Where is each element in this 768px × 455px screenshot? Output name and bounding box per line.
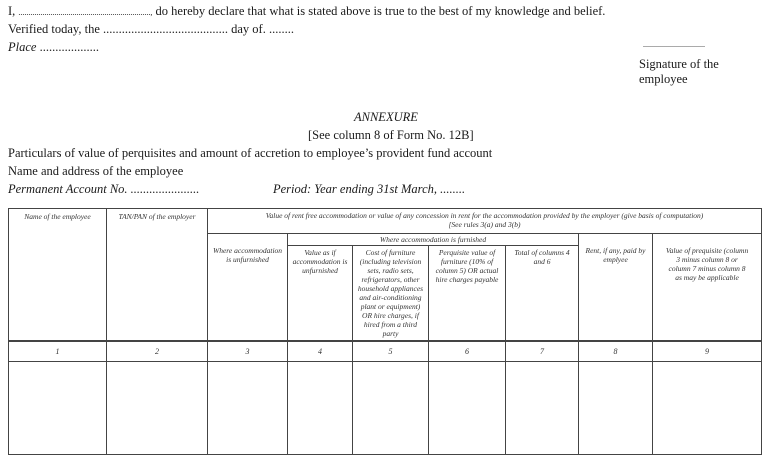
header-col5: Cost of furniture (including television sets, radio sets, refrigerators, other household appliances and air-conditioning plant or equipment) OR hire charges, if hired from a third party: [353, 246, 429, 342]
cell-col3[interactable]: [208, 362, 288, 455]
annexure-title: ANNEXURE: [354, 110, 418, 124]
group-header-text: Value of rent free accommodation or value of any concession in rent for the accommodation provided by the employer (give basis of computation): [265, 211, 704, 220]
header-col7: Total of columns 4 and 6: [506, 246, 579, 342]
header-col6: Perquisite value of furniture (10% of column 5) OR actual hire charges payable: [429, 246, 506, 342]
name-address-label: Name and address of the employee: [8, 164, 184, 178]
col-number: 9: [653, 341, 762, 362]
header-col9: Value of prequisite (column 3 minus column 8 or column 7 minus column 8 as may be applicable: [653, 234, 762, 342]
header-tan-pan: TAN/PAN of the employer: [107, 209, 208, 342]
cell-col7[interactable]: [506, 362, 579, 455]
cell-col5[interactable]: [353, 362, 429, 455]
declaration-line: [8, 4, 605, 20]
declaration-text: do hereby declare that what is stated above is true to the best of my knowledge and belief.: [152, 4, 606, 18]
col-number: 8: [579, 341, 653, 362]
particulars-heading: Particulars of value of perquisites and amount of accretion to employee’s provident fund account: [8, 146, 493, 160]
signature-label: Signature of the employee: [639, 57, 719, 86]
annexure-reference: [See column 8 of Form No. 12B]: [308, 128, 474, 142]
place-line: [8, 40, 99, 54]
header-col4: Value as if accommodation is unfurnished: [288, 246, 353, 342]
header-employee-name: Name of the employee: [9, 209, 107, 342]
cell-col6[interactable]: [429, 362, 506, 455]
pan-label: Permanent Account No. ......................: [8, 182, 200, 196]
header-col3: Where accommodation is unfurnished: [208, 234, 288, 342]
col-number: 5: [353, 341, 429, 362]
place-blank[interactable]: ...................: [36, 40, 99, 54]
col-number: 3: [208, 341, 288, 362]
place-label: Place: [8, 40, 37, 54]
col-number: 7: [506, 341, 579, 362]
col-number: 6: [429, 341, 506, 362]
col-number: 4: [288, 341, 353, 362]
verified-line: Verified today, the ........................................ day of. ........: [8, 22, 294, 36]
declaration-prefix: I,: [8, 4, 19, 18]
period-label: Period: Year ending 31st March, ........: [273, 182, 466, 196]
cell-col8[interactable]: [579, 362, 653, 455]
header-col8: Rent, if any, paid by emplyee: [579, 234, 653, 342]
header-rent-free-group: [208, 209, 762, 234]
header-furnished: Where accommodation is furnished: [288, 234, 579, 246]
table-row: [9, 362, 762, 455]
cell-employee-name[interactable]: [9, 362, 107, 455]
cell-col4[interactable]: [288, 362, 353, 455]
name-blank[interactable]: ..................................................................,: [18, 8, 153, 17]
perquisites-table: [8, 208, 762, 455]
cell-col9[interactable]: [653, 362, 762, 455]
col-number: 2: [107, 341, 208, 362]
group-subheader-text: [See rules 3(a) and 3(b): [448, 220, 521, 229]
col-number: 1: [9, 341, 107, 362]
cell-tan-pan[interactable]: [107, 362, 208, 455]
signature-blank[interactable]: ...............................: [643, 40, 705, 49]
